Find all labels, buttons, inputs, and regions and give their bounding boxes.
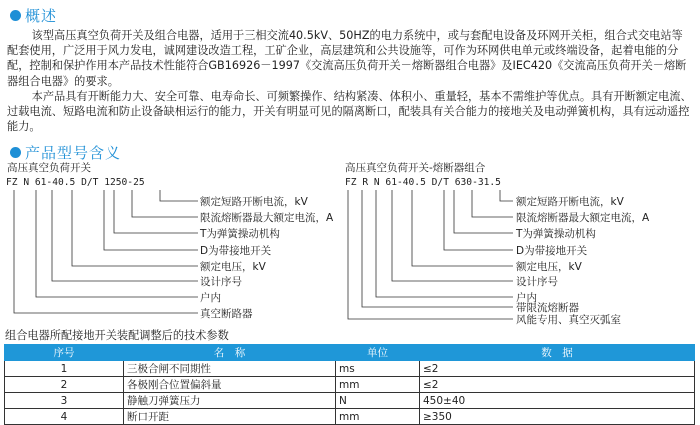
cell-name: 三极合闸不同期性 xyxy=(124,361,336,377)
left-label: 额定电压，kV xyxy=(200,261,266,273)
left-bracket-line xyxy=(14,190,198,313)
overview-paragraph-1: 该型高压真空负荷开关及组合电器，适用于三相交流40.5kV、50HZ的电力系统中，或与套配电设备及环网开关柜，组合式交电站等配套使用，广泛用于风力发电，诚网建设改造工程，工矿企业，高层建筑和公共设施等，可作为环网供电单元或终端设备，起着电能的分配，控制和保护作用本产品技术性能符合GB16926－1997《交流高压负荷开关－熔断器组合电器》及IEC420《交流高压负荷开关－熔断器组合电器》的要求。 xyxy=(7,29,687,88)
table-row xyxy=(5,409,695,425)
table-caption: 组合电器所配接地开关装配调整后的技术参数 xyxy=(5,329,229,342)
right-bracket-line xyxy=(454,190,513,233)
right-label: T为弹簧操动机构 xyxy=(516,228,596,240)
left-label: 设计序号 xyxy=(200,276,242,288)
cell-index: 3 xyxy=(5,393,124,409)
left-bracket-line xyxy=(132,190,198,217)
left-model-heading: 高压真空负荷开关 xyxy=(7,162,91,174)
right-bracket-line xyxy=(348,190,513,319)
right-label: 限流熔断器最大额定电流，A xyxy=(516,212,650,224)
left-label: 真空断路器 xyxy=(200,308,253,320)
cell-data: 450±40 xyxy=(420,393,695,409)
right-bracket-line xyxy=(392,190,513,281)
cell-data: ≥350 xyxy=(420,409,695,425)
table-row xyxy=(5,361,695,377)
cell-index: 2 xyxy=(5,377,124,393)
model-title: 产品型号含义 xyxy=(25,144,122,162)
header-unit: 单位 xyxy=(336,345,420,361)
left-model-code: FZ N 61-40.5 D/T 1250-25 xyxy=(6,177,145,188)
left-label: T为弹簧操动机构 xyxy=(200,228,280,240)
right-label: 额定电压，kV xyxy=(516,261,582,273)
right-label: 额定短路开断电流，kV xyxy=(516,196,624,208)
cell-name: 静触刀弹簧压力 xyxy=(124,393,336,409)
right-model-code: FZ R N 61-40.5 D/T 630-31.5 xyxy=(345,177,501,188)
right-bracket-line xyxy=(412,190,513,266)
left-label: 限流熔断器最大额定电流，A xyxy=(200,212,334,224)
cell-unit: ms xyxy=(336,361,420,377)
right-label: 风能专用、真空灭弧室 xyxy=(516,314,621,326)
overview-paragraph-2: 本产品具有开断能力大、安全可靠、电寿命长、可频繁操作、结构紧凑、体积小、重量轻，基本不需维护等优点。具有开断额定电流、过载电流、短路电流和防止设备缺相运行的能力，开关有明显可见的隔离断口，配装具有关合能力的接地关及电动弹簧机构，具有远动遥控能力。 xyxy=(7,89,692,134)
right-label: 带限流熔断器 xyxy=(516,302,579,314)
left-bracket-line xyxy=(160,190,198,201)
header-data: 数 据 xyxy=(420,345,695,361)
left-bracket-line xyxy=(114,190,198,233)
left-bracket-line xyxy=(52,190,198,281)
cell-data: ≤2 xyxy=(420,377,695,393)
cell-unit: mm xyxy=(336,377,420,393)
cell-name: 断口开距 xyxy=(124,409,336,425)
cell-data: ≤2 xyxy=(420,361,695,377)
cell-index: 4 xyxy=(5,409,124,425)
header-name: 名 称 xyxy=(124,345,336,361)
left-label: 额定短路开断电流，kV xyxy=(200,196,308,208)
right-bracket-line xyxy=(500,190,513,201)
right-label: D为带接地开关 xyxy=(516,245,588,257)
right-model-heading: 高压真空负荷开关-熔断器组合 xyxy=(345,162,486,174)
table-row xyxy=(5,377,695,393)
overview-title: 概述 xyxy=(25,7,58,25)
right-label: 设计序号 xyxy=(516,276,558,288)
right-label: 户内 xyxy=(516,292,537,304)
parameter-table xyxy=(4,344,695,425)
cell-unit: mm xyxy=(336,409,420,425)
table-header-row xyxy=(5,345,695,361)
left-label: 户内 xyxy=(200,292,221,304)
table-row xyxy=(5,393,695,409)
cell-name: 各极刚合位置偏斜量 xyxy=(124,377,336,393)
cell-unit: N xyxy=(336,393,420,409)
right-bracket-line xyxy=(472,190,513,217)
left-label: D为带接地开关 xyxy=(200,245,272,257)
cell-index: 1 xyxy=(5,361,124,377)
header-index: 序号 xyxy=(5,345,124,361)
right-bracket-line xyxy=(362,190,513,307)
left-bracket-line xyxy=(104,190,198,250)
